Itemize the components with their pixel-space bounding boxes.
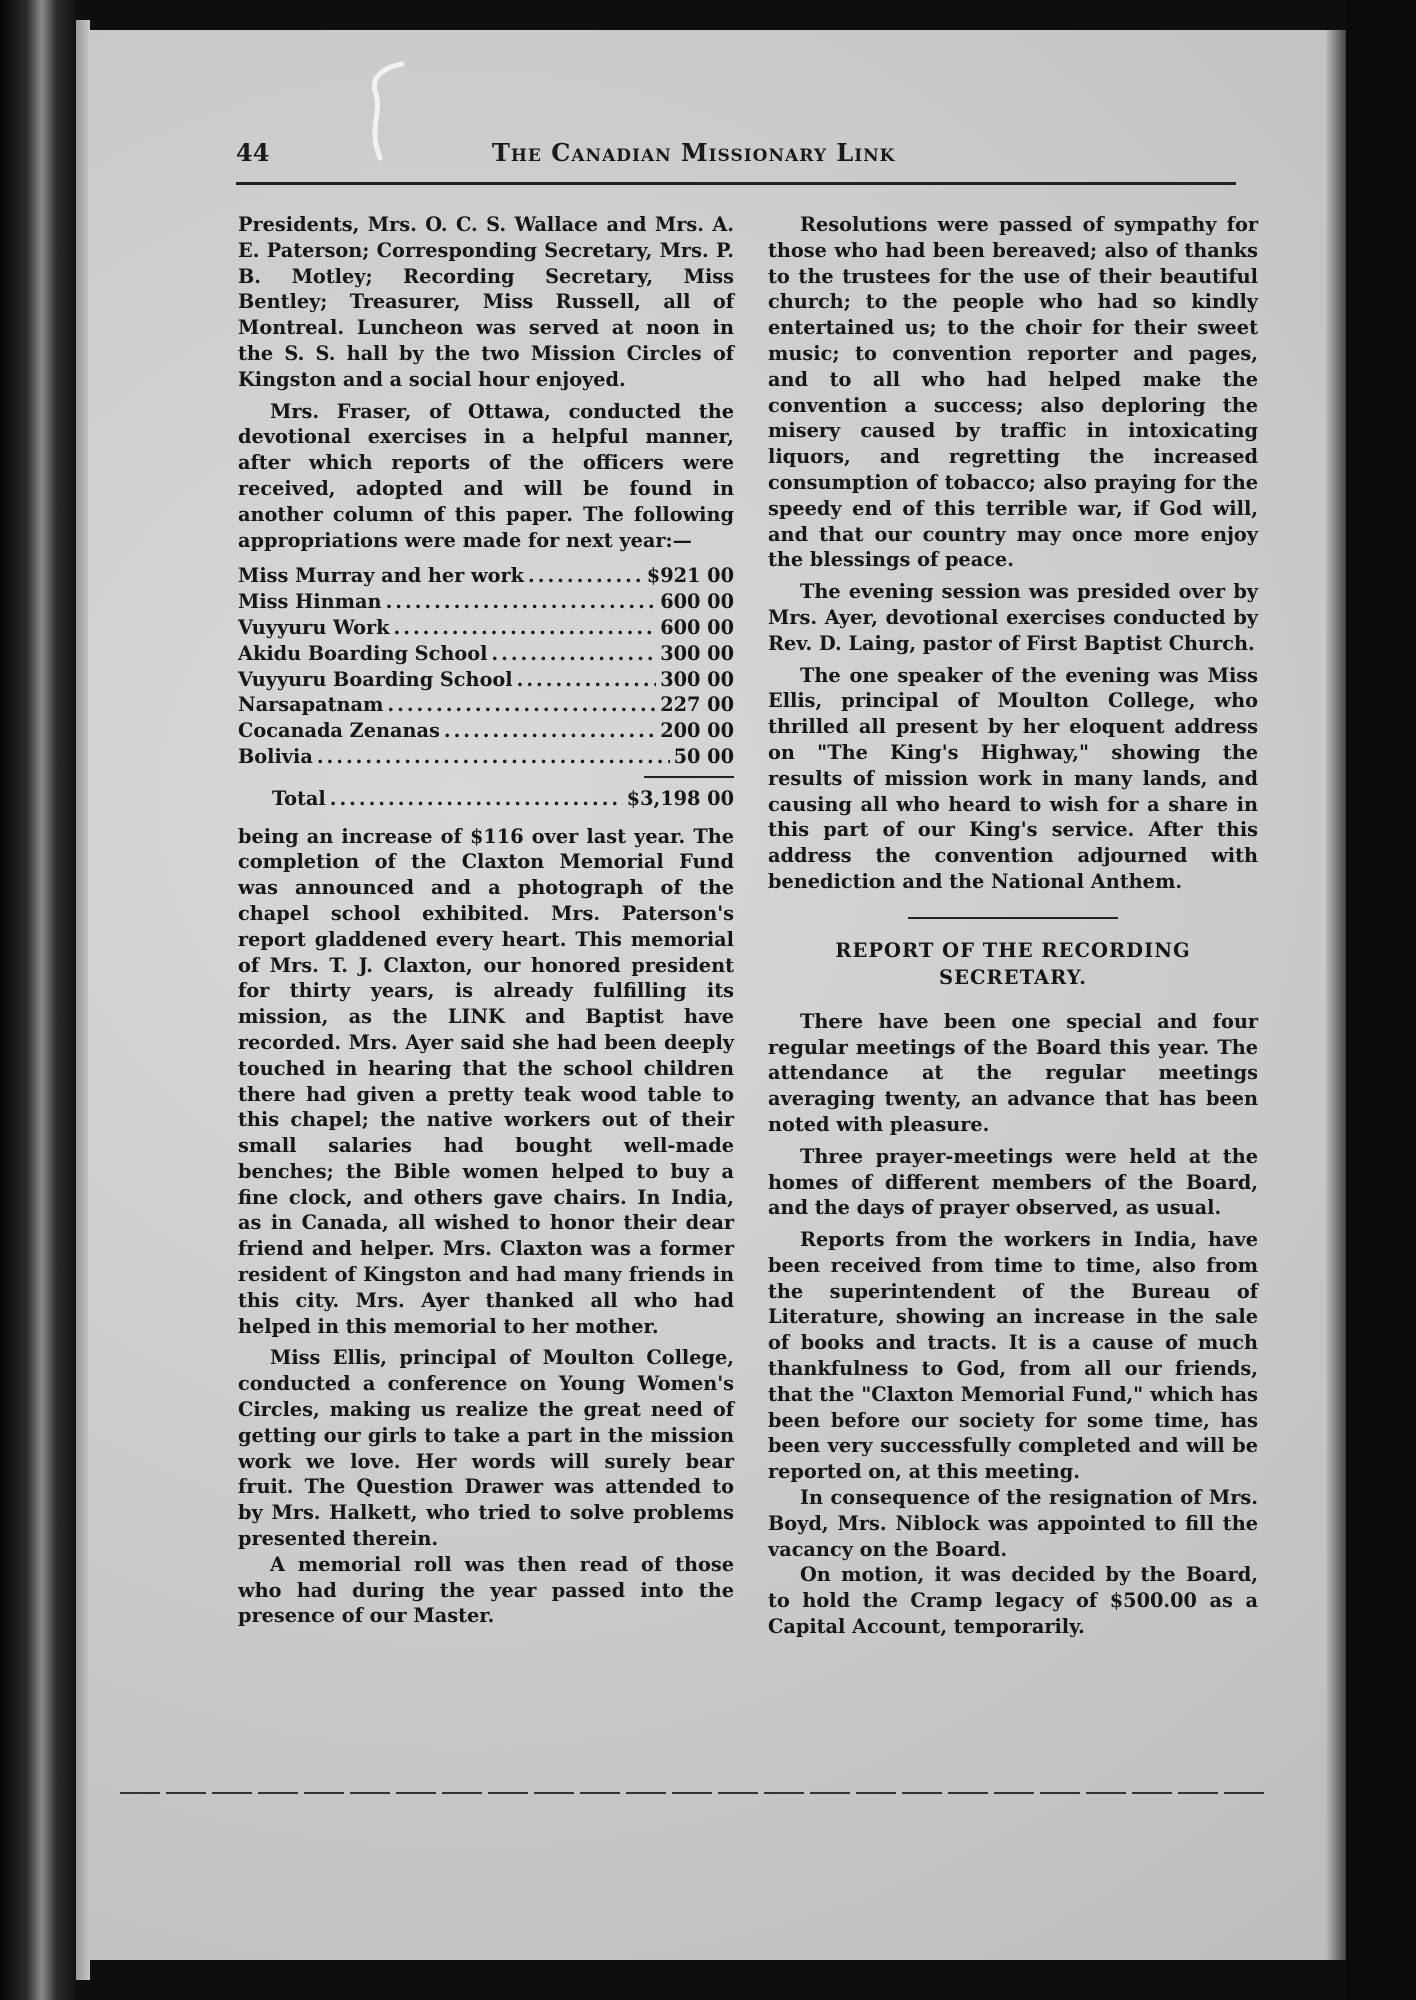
right-column: [768, 212, 1258, 1640]
list-item: [238, 589, 734, 615]
list-item: [238, 667, 734, 693]
leader-dots: [387, 692, 656, 718]
section-divider: [908, 917, 1118, 919]
appropriation-amount: $921 00: [646, 564, 734, 588]
paragraph: Three prayer-meetings were held at the homes of different members of the Board, and the days of prayer observed, as usual.: [768, 1144, 1258, 1220]
appropriation-name: Akidu Boarding School: [238, 641, 488, 665]
appropriation-name: Bolivia: [238, 744, 313, 768]
list-item: [238, 641, 734, 667]
list-item: [238, 615, 734, 641]
paragraph: Reports from the workers in India, have been received from time to time, also from the superintendent of the Bureau of Literature, showing an increase in the sale of books and tracts. It is a cause of much thankfulness to God, from all our friends, that the "Claxton Memorial Fund," which has been before our society for some time, has been very successfully completed and will be reported on, at this meeting.: [768, 1228, 1258, 1484]
running-header: [236, 138, 1226, 178]
paragraph: Resolutions were passed of sympathy for those who had been bereaved; also of thanks to the trustees for the use of their beautiful church; to the people who had so kindly entertained us; to the choir for their sweet music; to convention reporter and pages, and to all who had helped make the convention a success; also deploring the misery caused by traffic in intoxicating liquors, and regretting the increased consumption of tobacco; also praying for the speedy end of this terrible war, if God will, and that our country may once more enjoy the blessings of peace.: [768, 213, 1258, 572]
appropriation-amount: 600 00: [660, 590, 734, 614]
running-title: The Canadian Missionary Link: [492, 138, 896, 167]
appropriation-amount: 50 00: [673, 744, 734, 768]
paragraph: Miss Ellis, principal of Moulton College, conducted a conference on Young Women's Circles, making us realize the great need of getting our girls to take a part in the mission work we love. Her words will surely bear fruit. The Question Drawer was attended to by Mrs. Halkett, who tried to solve problems presented therein.: [238, 1346, 734, 1551]
list-item: [238, 692, 734, 718]
appropriation-amount: 300 00: [660, 641, 734, 665]
page-right-edge: [1326, 30, 1346, 1960]
appropriation-name: Miss Murray and her work: [238, 564, 525, 588]
leader-dots: [491, 641, 656, 667]
leader-dots: [394, 615, 657, 641]
scan-background: [1346, 0, 1416, 2000]
appropriation-name: Narsapatnam: [238, 693, 384, 717]
list-item: [238, 744, 734, 770]
paragraph: On motion, it was decided by the Board, to hold the Cramp legacy of $500.00 as a Capital Account, temporarily.: [768, 1563, 1258, 1639]
section-heading: REPORT OF THE RECORDING SECRETARY.: [835, 938, 1191, 989]
total-amount: $3,198 00: [626, 786, 734, 810]
appropriation-name: Vuyyuru Boarding School: [238, 667, 513, 691]
leader-dots: [444, 718, 656, 744]
total-label: Total: [272, 786, 326, 810]
appropriation-name: Cocanada Zenanas: [238, 719, 440, 743]
total-rule: [644, 776, 734, 778]
leader-dots: [517, 667, 657, 693]
list-item: [238, 718, 734, 744]
page-number: 44: [236, 138, 270, 167]
appropriation-amount: 200 00: [660, 719, 734, 743]
leader-dots: [330, 786, 623, 812]
paragraph: There have been one special and four regular meetings of the Board this year. The attendance at the regular meetings averaging twenty, an advance that has been noted with pleasure.: [768, 1009, 1258, 1136]
appropriations-list: [238, 563, 734, 769]
total-row: [238, 786, 734, 812]
appropriation-name: Miss Hinman: [238, 590, 382, 614]
paragraph: being an increase of $116 over last year. The completion of the Claxton Memorial Fund was announced and a photograph of the chapel school exhibited. Mrs. Paterson's report gladdened every heart. This memorial of Mrs. T. J. Claxton, our honored president for thirty years, is already fulfilling its mission, as the LINK and Baptist have recorded. Mrs. Ayer said she had been deeply touched in hearing that the school children there had given a pretty teak wood table to this chapel; the native workers out of their small salaries had bought well-made benches; the Bible women helped to buy a fine clock, and others gave chairs. In India, as in Canada, all wished to honor their dear friend and helper. Mrs. Claxton was a former resident of Kingston and had many friends in this city. Mrs. Ayer thanked all who had helped in this memorial to her mother.: [238, 824, 734, 1338]
bottom-rule: [120, 1792, 1270, 1794]
paragraph: Mrs. Fraser, of Ottawa, conducted the devotional exercises in a helpful manner, after which reports of the officers were received, adopted and will be found in another column of this paper. The following appropriations were made for next year:—: [238, 399, 734, 552]
paragraph: The evening session was presided over by Mrs. Ayer, devotional exercises conducted by Rev. D. Laing, pastor of First Baptist Church.: [768, 580, 1258, 655]
book-binding: [0, 0, 76, 2000]
appropriation-amount: 227 00: [660, 693, 734, 717]
leader-dots: [317, 744, 670, 770]
paragraph: In consequence of the resignation of Mrs. Boyd, Mrs. Niblock was appointed to fill the vacancy on the Board.: [768, 1486, 1258, 1561]
header-rule: [236, 182, 1236, 185]
list-item: [238, 563, 734, 589]
appropriation-amount: 600 00: [660, 615, 734, 639]
leader-dots: [528, 563, 643, 589]
leader-dots: [386, 589, 657, 615]
paragraph: Presidents, Mrs. O. C. S. Wallace and Mrs. A. E. Paterson; Corresponding Secretary, Mrs. P. B. Motley; Recording Secretary, Miss Bentley; Treasurer, Miss Russell, all of Montreal. Luncheon was served at noon in the S. S. hall by the two Mission Circles of Kingston and a social hour enjoyed.: [238, 213, 734, 391]
appropriation-name: Vuyyuru Work: [238, 615, 390, 639]
paragraph: The one speaker of the evening was Miss Ellis, principal of Moulton College, who thrilled all present by her eloquent address on "The King's Highway," showing the results of mission work in many lands, and causing all who heard to wish for a share in this part of our King's service. After this address the convention adjourned with benediction and the National Anthem.: [768, 663, 1258, 893]
paragraph: A memorial roll was then read of those who had during the year passed into the presence of our Master.: [238, 1552, 734, 1628]
left-column: [238, 212, 734, 1629]
appropriation-amount: 300 00: [660, 667, 734, 691]
